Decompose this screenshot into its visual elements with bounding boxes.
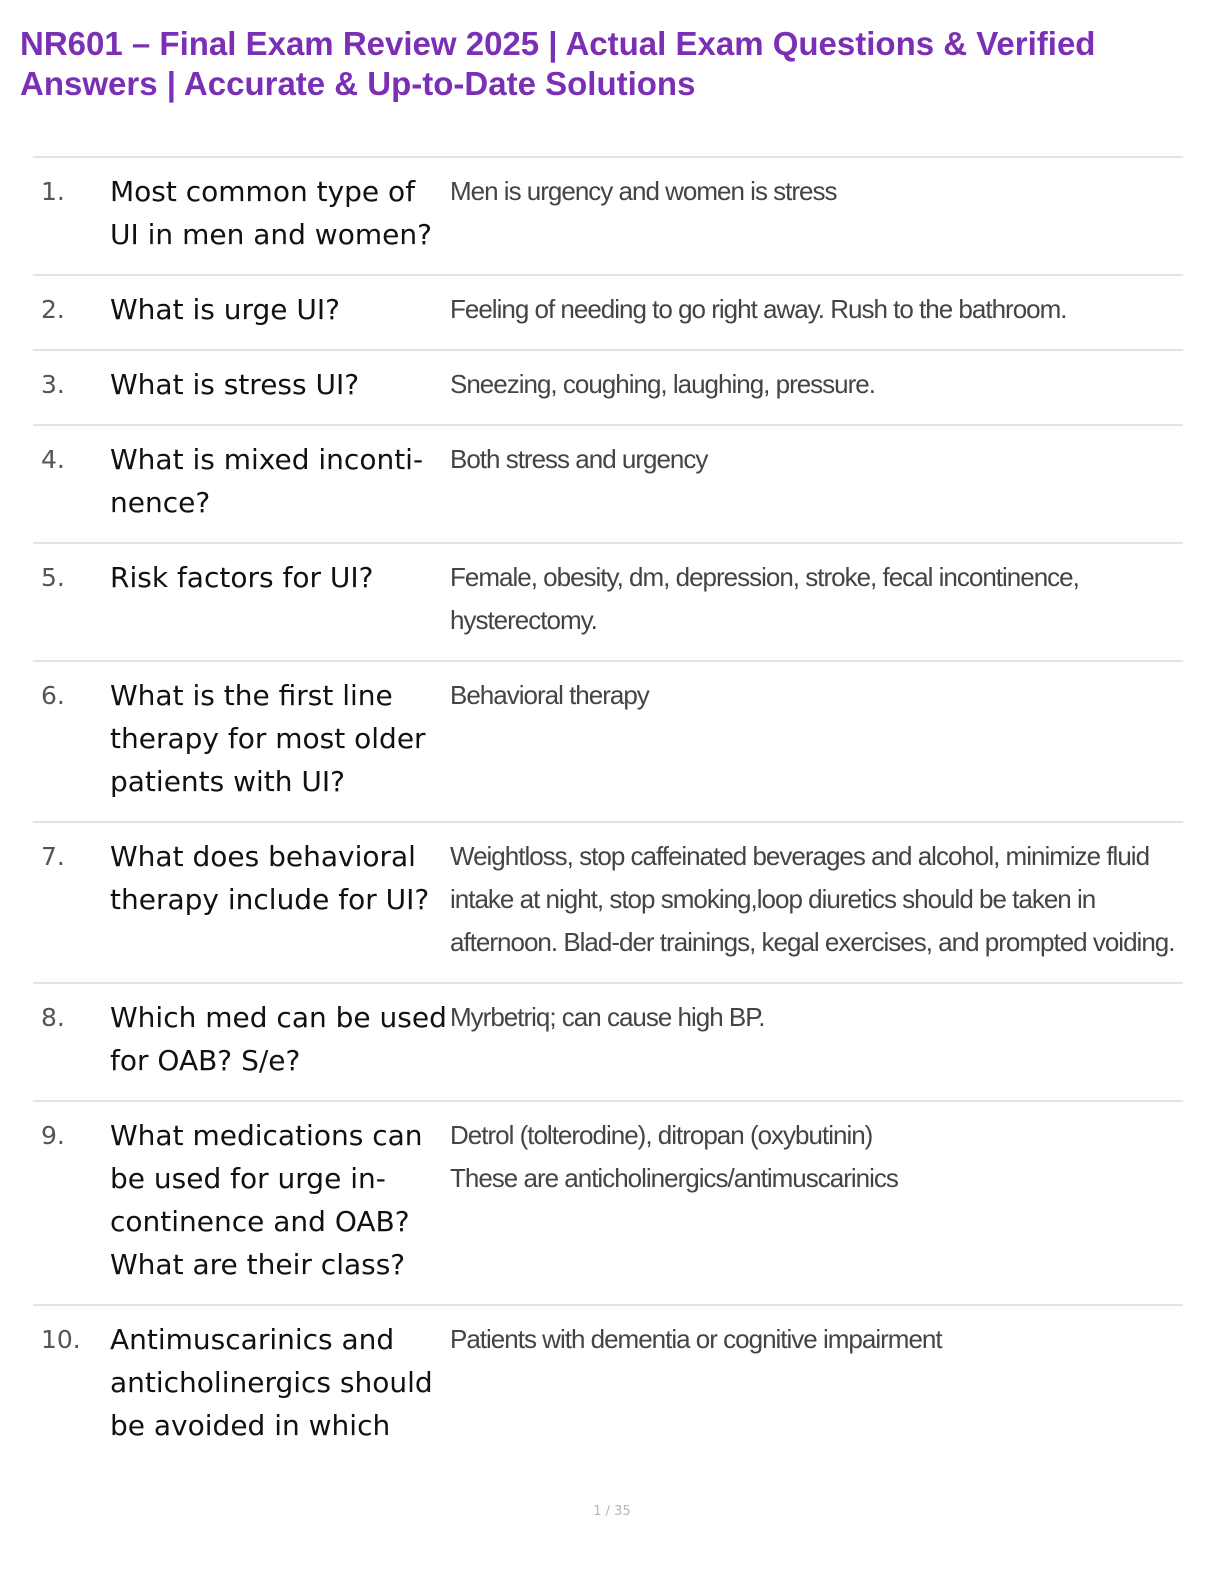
- answer-line: Detrol (tolterodine), ditropan (oxybutinin): [450, 1120, 873, 1150]
- answer-line: Female, obesity, dm, depression, stroke, fecal incontinence, hysterectomy.: [450, 562, 1079, 635]
- question-text: What is mixed inconti-nence?: [110, 443, 424, 519]
- question-number: 8.: [41, 1003, 65, 1032]
- question-number: 2.: [41, 295, 65, 324]
- qa-row: [33, 544, 1183, 662]
- answer-text: [450, 674, 1183, 717]
- answer-text: [450, 996, 1183, 1039]
- question-text: Most common type of UI in men and women?: [110, 175, 432, 251]
- question-number: 1.: [41, 177, 65, 206]
- answer-line: These are anticholinergics/antimuscarinics: [450, 1163, 898, 1193]
- question-number: 3.: [41, 370, 65, 399]
- answer-text: [450, 288, 1183, 331]
- answer-text: [450, 363, 1183, 406]
- answer-line: Men is urgency and women is stress: [450, 176, 837, 206]
- qa-list: [33, 156, 1183, 1465]
- qa-row: [33, 426, 1183, 544]
- answer-line: Myrbetriq; can cause high BP.: [450, 1002, 765, 1032]
- question-text: Which med can be used for OAB? S/e?: [110, 1001, 447, 1077]
- answer-text: [450, 438, 1183, 481]
- answer-line: Patients with dementia or cognitive impairment: [450, 1324, 942, 1354]
- question-number: 7.: [41, 842, 65, 871]
- question-text: What is stress UI?: [110, 368, 360, 401]
- qa-row: [33, 1306, 1183, 1465]
- question-number: 10.: [41, 1325, 81, 1354]
- qa-row: [33, 351, 1183, 426]
- page-title: NR601 – Final Exam Review 2025 | Actual Exam Questions & Verified Answers | Accurate & Up-to-Date Solutions: [20, 25, 1096, 102]
- answer-line: Feeling of needing to go right away. Rush to the bathroom.: [450, 294, 1067, 324]
- answer-line: Behavioral therapy: [450, 680, 649, 710]
- page-number: 1 / 35: [593, 1504, 631, 1519]
- question-text: What medications can be used for urge in-continence and OAB? What are their class?: [110, 1119, 423, 1281]
- answer-text: [450, 1114, 1183, 1200]
- qa-row: [33, 984, 1183, 1102]
- qa-row: [33, 276, 1183, 351]
- question-number: 5.: [41, 563, 65, 592]
- answer-line: Sneezing, coughing, laughing, pressure.: [450, 369, 875, 399]
- question-number: 9.: [41, 1121, 65, 1150]
- answer-text: [450, 556, 1183, 642]
- qa-row: [33, 1102, 1183, 1306]
- answer-text: [450, 1318, 1183, 1361]
- answer-text: [450, 835, 1183, 964]
- question-text: What is the first line therapy for most older patients with UI?: [110, 679, 426, 798]
- answer-text: [450, 170, 1183, 213]
- question-text: Risk factors for UI?: [110, 561, 374, 594]
- question-text: What does behavioral therapy include for UI?: [110, 840, 430, 916]
- qa-row: [33, 823, 1183, 984]
- answer-line: Weightloss, stop caffeinated beverages and alcohol, minimize fluid intake at night, stop smoking,loop diuretics should be taken in afternoon. Blad-der trainings, kegal exercises, and prompted voiding.: [450, 841, 1175, 957]
- qa-row: [33, 158, 1183, 276]
- question-text: Antimuscarinics and anticholinergics should be avoided in which: [110, 1323, 433, 1442]
- question-number: 4.: [41, 445, 65, 474]
- answer-line: Both stress and urgency: [450, 444, 708, 474]
- question-number: 6.: [41, 681, 65, 710]
- qa-row: [33, 662, 1183, 823]
- question-text: What is urge UI?: [110, 293, 341, 326]
